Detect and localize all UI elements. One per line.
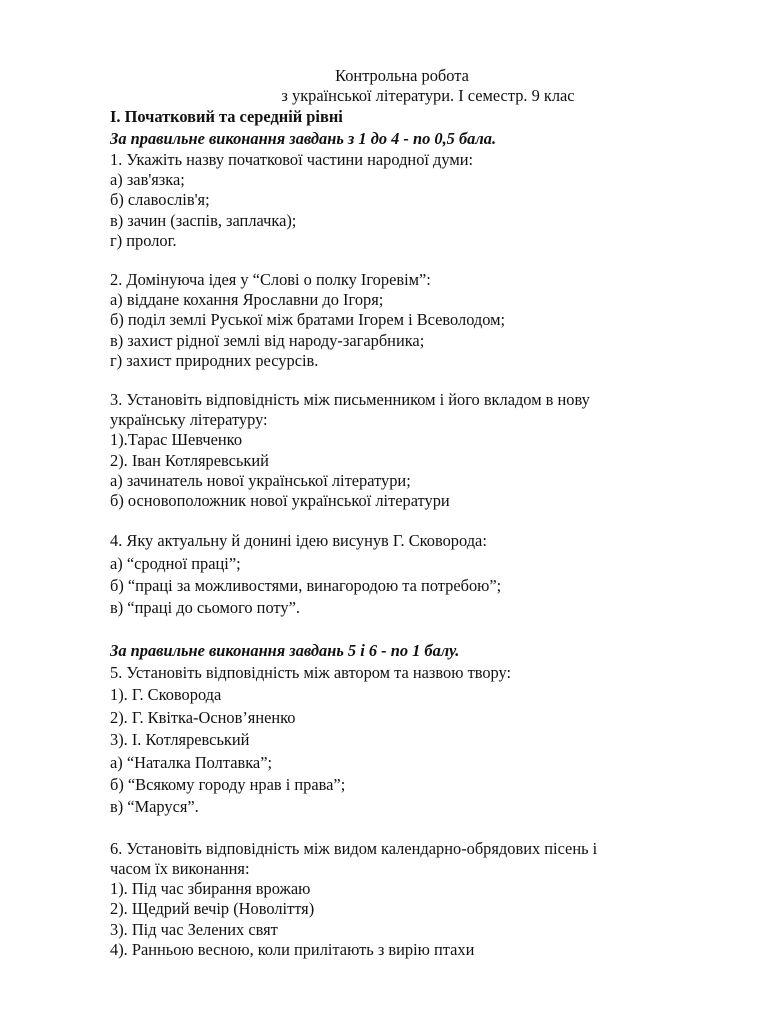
document-title: Контрольна робота <box>335 66 469 85</box>
question-3-option: б) основоположник нової української літератури <box>110 491 450 511</box>
question-3-item: 1).Тарас Шевченко <box>110 430 243 450</box>
question-6-item: 3). Під час Зелених свят <box>110 919 278 939</box>
question-2-text: 2. Домінуюча ідея у “Слові о полку Ігоревім”: <box>110 270 431 290</box>
question-5-item: 1). Г. Сковорода <box>110 685 222 705</box>
question-6-text-line1: 6. Установіть відповідність між видом календарно-обрядових пісень і <box>110 838 598 858</box>
question-1 <box>110 150 670 251</box>
document-page <box>110 66 670 960</box>
question-3-option: а) зачинатель нової української літератури; <box>110 470 411 490</box>
question-5-item: 2). Г. Квітка-Основ’яненко <box>110 707 296 727</box>
document-header <box>110 66 670 106</box>
question-1-option: г) пролог. <box>110 230 177 250</box>
question-5-option: б) “Всякому городу нрав і права”; <box>110 774 346 794</box>
question-3 <box>110 390 670 511</box>
question-4-option: б) “праці за можливостями, винагородою та потребою”; <box>110 576 502 596</box>
scoring-note-2: За правильне виконання завдань 5 і 6 - по 1 балу. <box>110 640 460 660</box>
question-3-text-line1: 3. Установіть відповідність між письменником і його вкладом в нову <box>110 390 590 410</box>
question-2-option: а) віддане кохання Ярославни до Ігоря; <box>110 290 384 310</box>
question-1-option: а) зав'язка; <box>110 170 185 190</box>
question-4 <box>110 530 670 620</box>
question-4-option: а) “сродної праці”; <box>110 553 241 573</box>
document-subtitle: з української літератури. I семестр. 9 клас <box>281 86 575 105</box>
question-5-option: а) “Наталка Полтавка”; <box>110 752 273 772</box>
spacer <box>110 251 670 270</box>
question-6-item: 2). Щедрий вечір (Новоліття) <box>110 899 315 919</box>
question-5-item: 3). І. Котляревський <box>110 730 250 750</box>
question-5-option: в) “Маруся”. <box>110 797 199 817</box>
spacer <box>110 511 670 530</box>
question-3-text-line2: українську літературу: <box>110 410 268 430</box>
question-2-option: г) захист природних ресурсів. <box>110 350 319 370</box>
question-2-option: в) захист рідної землі від народу-загарбника; <box>110 330 425 350</box>
scoring-note-1: За правильне виконання завдань з 1 до 4 - по 0,5 бала. <box>110 129 497 148</box>
question-6-item: 4). Ранньою весною, коли прилітають з вирію птахи <box>110 939 475 959</box>
question-6-text-line2: часом їх виконання: <box>110 858 250 878</box>
question-2-option: б) поділ землі Руської між братами Ігорем і Всеволодом; <box>110 310 506 330</box>
spacer <box>110 620 670 640</box>
question-2 <box>110 270 670 371</box>
spacer <box>110 371 670 390</box>
section-title: I. Початковий та середній рівні <box>110 107 343 126</box>
question-6 <box>110 839 670 960</box>
question-4-option: в) “праці до сьомого поту”. <box>110 598 300 618</box>
question-1-option: в) зачин (заспів, заплачка); <box>110 210 297 230</box>
question-4-text: 4. Яку актуальну й донині ідею висунув Г. Сковорода: <box>110 531 487 551</box>
question-1-option: б) славослів'я; <box>110 190 210 210</box>
question-1-text: 1. Укажіть назву початкової частини народної думи: <box>110 150 474 169</box>
spacer <box>110 819 670 839</box>
question-3-item: 2). Іван Котляревський <box>110 450 269 470</box>
question-5 <box>110 662 670 819</box>
question-5-text: 5. Установіть відповідність між автором та назвою твору: <box>110 662 512 682</box>
question-6-item: 1). Під час збирання врожаю <box>110 879 311 899</box>
